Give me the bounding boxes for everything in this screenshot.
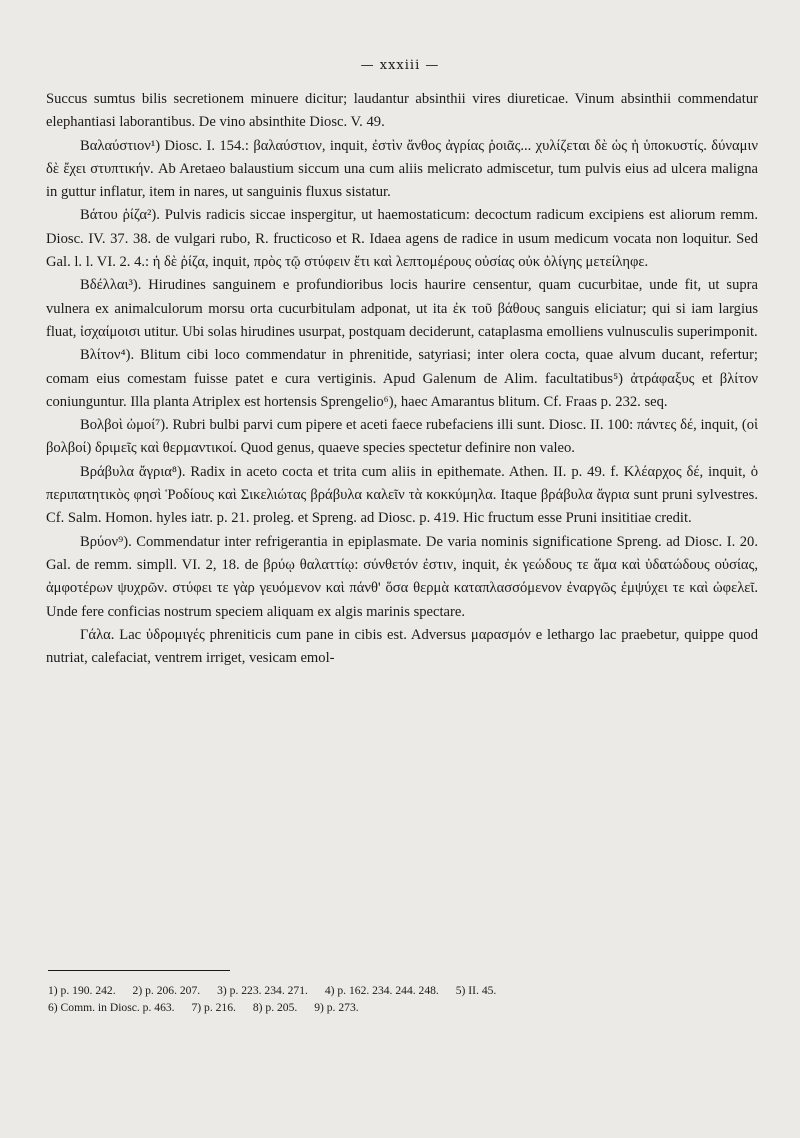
- footnote-7: 7) p. 216.: [191, 1001, 236, 1014]
- paragraph-bryon: Βρύον⁹). Commendatur inter refrigerantia in epiplasmate. De varia nominis significatione Spreng. ad Diosc. I. 20. Gal. de remm. simpll. VI. 2, 18. de βρύῳ θαλαττίῳ: σύνθετόν ἐστιν, inquit, ἐκ γεώδους τε ἅμα καὶ ὑδατώδους οὐσίας, ἀμφοτέρων ψυχρῶν. στύφει τε γὰρ γευόμενον καὶ πάνθ' ὅσα θερμὰ καταπλασσόμενον ἐναργῶς ἐμψύχει τε καὶ ὠφελεῖ. Unde fere conficias nostrum speciem aliquam ex algis marinis spectare.: [46, 533, 758, 620]
- footnote-line-1: [48, 982, 748, 999]
- footnotes: [48, 982, 748, 1016]
- paragraph-batou-riza: Βάτου ῥίζα²). Pulvis radicis siccae inspergitur, ut haemostaticum: decoctum radicum excipiens est aliorum remm. Diosc. IV. 37. 38. de vulgari rubo, R. fructicoso et R. Idaea agens de radice in usum medicum vocata non loquitur. Sed Gal. l. l. VI. 2. 4.: ἡ δὲ ῥίζα, inquit, πρὸς τῷ στύφειν ἔτι καὶ λεπτομέρους οὐσίας οὐκ ὀλίγης μετείληφε.: [46, 207, 758, 271]
- paragraph-gala: Γάλα. Lac ὑδρομιγές phreniticis cum pane in cibis est. Adversus μαρασμόν e lethargo lac praebetur, quippe quod nutriat, calefaciat, ventrem irriget, vesicam emol-: [46, 626, 758, 667]
- paragraph-bliton: Βλίτον⁴). Blitum cibi loco commendatur in phrenitide, satyriasi; inter olera cocta, quae alvum ducant, refertur; comam eius comestam fuisse patet e cura vertiginis. Apud Galenum de Alim. facultatibus⁵) ἀτράφαξυς et βλίτον coniunguntur. Illa planta Atriplex est hortensis Sprengelio⁶), haec Amarantus blitum. Cf. Fraas p. 232. seq.: [46, 347, 758, 410]
- paragraph-bdellai: Βδέλλαι³). Hirudines sanguinem e profundioribus locis haurire censentur, quam cucurbitae, unde fit, ut supra vulnera ex animalculorum morsu orta cucurbitulam adponat, ut ita ἐκ τοῦ βάθους sanguis eliciatur; qui si iam largius fluat, ἰσχαίμοισι utitur. Ubi solas hirudines usurpat, postquam deciderunt, cataplasma emolliens vulnusculis superimponit.: [46, 277, 758, 340]
- footnote-line-2: [48, 999, 748, 1016]
- footnote-6: 6) Comm. in Diosc. p. 463.: [48, 1001, 175, 1014]
- footnote-divider: [48, 970, 230, 971]
- footnote-2: 2) p. 206. 207.: [132, 984, 201, 997]
- footnote-5: 5) II. 45.: [455, 984, 497, 997]
- main-text: [46, 88, 758, 670]
- paragraph-bolboi: Βολβοὶ ὠμοί⁷). Rubri bulbi parvi cum pipere et aceti faece rubefaciens illi sunt. Diosc. II. 100: πάντες δέ, inquit, (οἱ βολβοί) δριμεῖς καὶ θερμαντικοί. Quod genus, quaeve species spectetur definire non valeo.: [46, 417, 758, 457]
- paragraph-absinthium-vinum: Succus sumtus bilis secretionem minuere dicitur; laudantur absinthii vires diureticae. Vinum absinthii commendatur elephantiasi laborantibus. De vino absinthite Diosc. V. 49.: [46, 91, 758, 131]
- footnote-8: 8) p. 205.: [252, 1001, 298, 1014]
- paragraph-balaustion: Βαλαύστιον¹) Diosc. I. 154.: βαλαύστιον, inquit, ἐστὶν ἄνθος ἀγρίας ῥοιᾶς... χυλίζεται δὲ ὡς ἡ ὑποκυστίς. δύναμιν δὲ ἔχει στυπτικήν. Ab Aretaeo balaustium siccum una cum aliis melicrato admiscetur, tum pulvis eius ad ulcera maligna in guttur inflatur, item in nares, ut sanguinis fluxus sistatur.: [46, 137, 758, 201]
- footnote-9: 9) p. 273.: [314, 1001, 359, 1014]
- paragraph-brabyla: Βράβυλα ἄγρια⁸). Radix in aceto cocta et trita cum aliis in epithemate. Athen. II. p. 49. f. Κλέαρχος δέ, inquit, ὁ περιπατητικὸς φησὶ Ῥοδίους καὶ Σικελιώτας βράβυλα καλεῖν τὰ κοκκύμηλα. Itaque βράβυλα ἄγρια sunt pruni sylvestres. Cf. Salm. Homon. hyles iatr. p. 21. proleg. et Spreng. ad Diosc. p. 419. Hic fructum esse Pruni insititiae credit.: [46, 463, 758, 527]
- footnote-4: 4) p. 162. 234. 244. 248.: [324, 984, 439, 997]
- page-number: — xxxiii —: [360, 58, 440, 73]
- footnote-3: 3) p. 223. 234. 271.: [217, 984, 308, 997]
- footnote-1: 1) p. 190. 242.: [48, 984, 116, 997]
